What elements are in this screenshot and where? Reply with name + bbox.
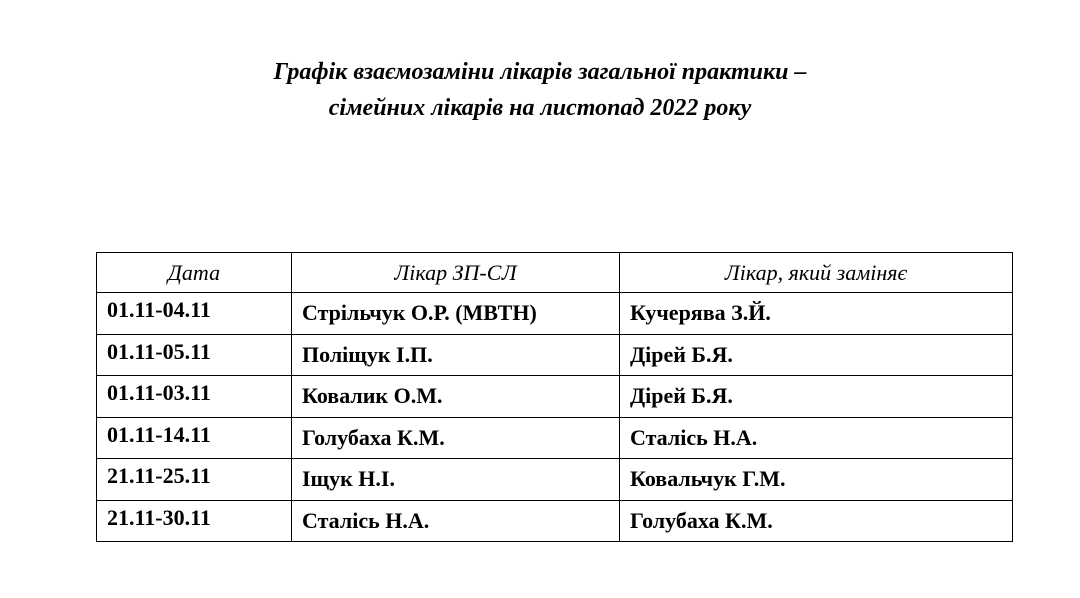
table-row (97, 376, 1013, 418)
cell-date: 01.11-14.11 (97, 417, 292, 459)
cell-doctor: Голубаха К.М. (292, 417, 620, 459)
table-header-row (97, 253, 1013, 293)
cell-doctor: Сталісь Н.А. (292, 500, 620, 542)
cell-substitute: Ковальчук Г.М. (620, 459, 1013, 501)
cell-date: 21.11-25.11 (97, 459, 292, 501)
table-row (97, 417, 1013, 459)
title-line-2: сімейних лікарів на листопад 2022 року (328, 95, 752, 121)
cell-date: 21.11-30.11 (97, 500, 292, 542)
cell-doctor: Стрільчук О.Р. (МВТН) (292, 293, 620, 335)
page-title (0, 54, 1080, 126)
table-row (97, 293, 1013, 335)
header-doctor: Лікар ЗП-СЛ (292, 253, 620, 293)
title-line-1: Графік взаємозаміни лікарів загальної практики – (273, 59, 807, 85)
cell-doctor: Поліщук І.П. (292, 334, 620, 376)
table-row (97, 459, 1013, 501)
table-row (97, 500, 1013, 542)
header-substitute: Лікар, який заміняє (620, 253, 1013, 293)
cell-doctor: Іщук Н.І. (292, 459, 620, 501)
cell-substitute: Дірей Б.Я. (620, 334, 1013, 376)
cell-substitute: Голубаха К.М. (620, 500, 1013, 542)
header-date: Дата (97, 253, 292, 293)
cell-substitute: Кучерява З.Й. (620, 293, 1013, 335)
cell-doctor: Ковалик О.М. (292, 376, 620, 418)
cell-substitute: Дірей Б.Я. (620, 376, 1013, 418)
cell-substitute: Сталісь Н.А. (620, 417, 1013, 459)
schedule-table (96, 252, 1013, 542)
cell-date: 01.11-05.11 (97, 334, 292, 376)
cell-date: 01.11-03.11 (97, 376, 292, 418)
cell-date: 01.11-04.11 (97, 293, 292, 335)
table-row (97, 334, 1013, 376)
